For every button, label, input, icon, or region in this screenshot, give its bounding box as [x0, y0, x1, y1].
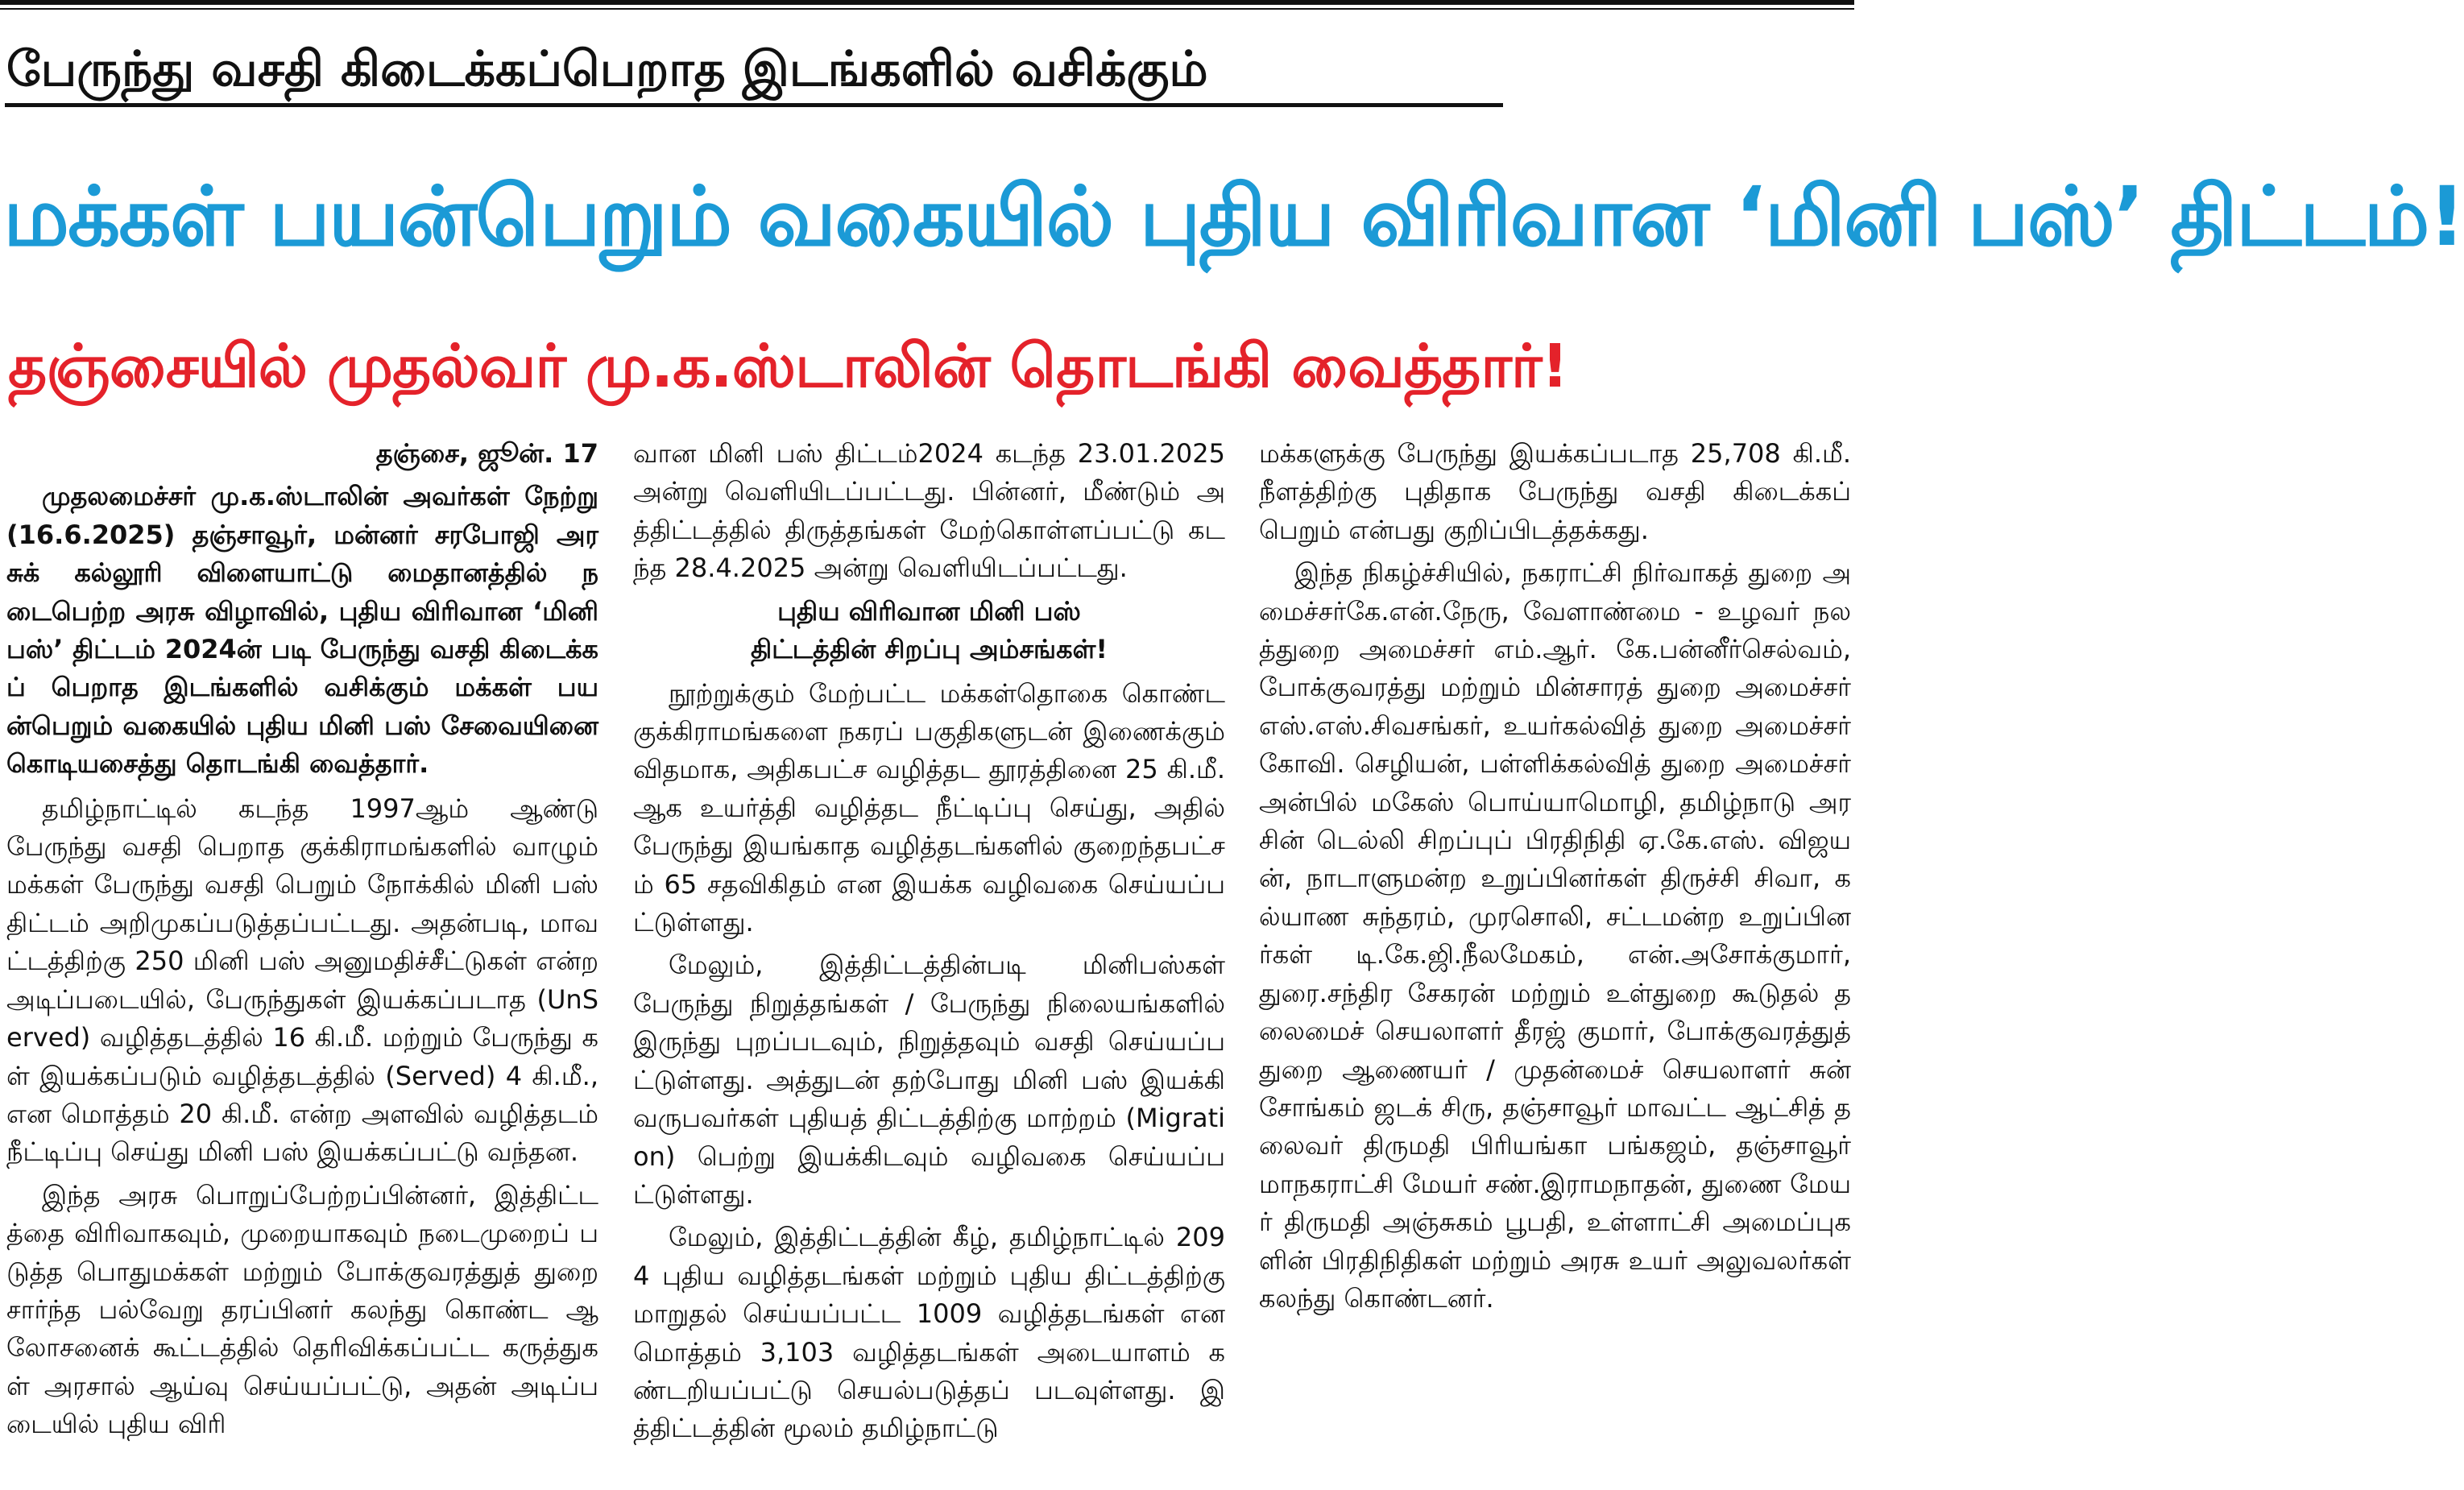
body-paragraph: நூற்றுக்கும் மேற்பட்ட மக்கள்தொகை கொண்ட குக்கிராமங்களை நகரப் பகுதிகளுடன் இணைக்கும் விதமாக, அதிகபட்ச வழித்தட தூரத்தினை 25 கி.மீ. ஆக உயர்த்தி வழித்தட நீட்டிப்பு செய்து, அதில் பேருந்து இயங்காத வழித்தடங்களில் குறைந்தபட்சம் 65 சதவிகிதம் என இயக்க வழிவகை செய்யப்பட்டுள்ளது.: [633, 677, 1226, 938]
article-column-2: [633, 435, 1225, 1487]
section-heading: [633, 593, 1225, 668]
section-heading-line-2: திட்டத்தின் சிறப்பு அம்சங்கள்!: [751, 633, 1108, 664]
body-paragraph: மேலும், இத்திட்டத்தின்படி மினிபஸ்கள் பேருந்து நிறுத்தங்கள் / பேருந்து நிலையங்களில் இருந்து புறப்படவும், நிறுத்தவும் வசதி செய்யப்பட்டுள்ளது. அத்துடன் தற்போது மினி பஸ் இயக்கி வருபவர்கள் புதியத் திட்டத்திற்கு மாற்றம் (Migration) பெற்று இயக்கிடவும் வழிவகை செய்யப்பட்டுள்ளது.: [633, 950, 1226, 1210]
lead-paragraph: முதலமைச்சர் மு.க.ஸ்டாலின் அவர்கள் நேற்று (16.6.2025) தஞ்சாவூர், மன்னர் சரபோஜி அரசுக் கல்லூரி விளையாட்டு மைதானத்தில் நடைபெற்ற அரசு விழாவில், புதிய விரிவான ‘மினி பஸ்’ திட்டம் 2024ன் படி பேருந்து வசதி கிடைக்கப் பெறாத இடங்களில் வசிக்கும் மக்கள் பயன்பெறும் வகையில் புதிய மினி பஸ் சேவையினை கொடியசைத்து தொடங்கி வைத்தார்.: [6, 481, 598, 780]
body-paragraph: இந்த நிகழ்ச்சியில், நகராட்சி நிர்வாகத் துறை அமைச்சர்கே.என்.நேரு, வேளாண்மை - உழவர் நலத்துறை அமைச்சர் எம்.ஆர். கே.பன்னீர்செல்வம், போக்குவரத்து மற்றும் மின்சாரத் துறை அமைச்சர் எஸ்.எஸ்.சிவசங்கர், உயர்கல்வித் துறை அமைச்சர் கோவி. செழியன், பள்ளிக்கல்வித் துறை அமைச்சர் அன்பில் மகேஸ் பொய்யாமொழி, தமிழ்நாடு அரசின் டெல்லி சிறப்புப் பிரதிநிதி ஏ.கே.எஸ். விஜயன், நாடாளுமன்ற உறுப்பினர்கள் திருச்சி சிவா, கல்யாண சுந்தரம், முரசொலி, சட்டமன்ற உறுப்பினர்கள் டி.கே.ஜி.நீலமேகம், என்.அசோக்குமார், துரை.சந்திர சேகரன் மற்றும் உள்துறை கூடுதல் தலைமைச் செயலாளர் தீரஜ் குமார், போக்குவரத்துத் துறை ஆணையர் / முதன்மைச் செயலாளர் சுன் சோங்கம் ஜடக் சிரு, தஞ்சாவூர் மாவட்ட ஆட்சித் தலைவர் திருமதி பிரியங்கா பங்கஜம், தஞ்சாவூர் மாநகராட்சி மேயர் சண்.இராமநாதன், துணை மேயர் திருமதி அஞ்சுகம் பூபதி, உள்ளாட்சி அமைப்புகளின் பிரதிநிதிகள் மற்றும் அரசு உயர் அலுவலர்கள் கலந்து கொண்டனர்.: [1259, 557, 1852, 1314]
dateline: தஞ்சை, ஜூன். 17: [375, 438, 598, 469]
body-paragraph: தமிழ்நாட்டில் கடந்த 1997ஆம் ஆண்டு பேருந்து வசதி பெறாத குக்கிராமங்களில் வாழும் மக்கள் பேருந்து வசதி பெறும் நோக்கில் மினி பஸ் திட்டம் அறிமுகப்படுத்தப்பட்டது. அதன்படி, மாவட்டத்திற்கு 250 மினி பஸ் அனுமதிச்சீட்டுகள் என்ற அடிப்படையில், பேருந்துகள் இயக்கப்படாத (UnServed) வழித்தடத்தில் 16 கி.மீ. மற்றும் பேருந்து கள் இயக்கப்படும் வழித்தடத்தில் (Served) 4 கி.மீ., என மொத்தம் 20 கி.மீ. என்ற அளவில் வழித்தடம் நீட்டிப்பு செய்து மினி பஸ் இயக்கப்பட்டு வந்தன.: [6, 793, 598, 1168]
body-paragraph: இந்த அரசு பொறுப்பேற்றப்பின்னர், இத்திட்டத்தை விரிவாகவும், முறையாகவும் நடைமுறைப் படுத்த பொதுமக்கள் மற்றும் போக்குவரத்துத் துறை சார்ந்த பல்வேறு தரப்பினர் கலந்து கொண்ட ஆலோசனைக் கூட்டத்தில் தெரிவிக்கப்பட்ட கருத்துகள் அரசால் ஆய்வு செய்யப்பட்டு, அதன் அடிப்படையில் புதிய விரி: [6, 1179, 598, 1440]
article-column-1: [6, 435, 598, 1487]
article-column-3: [1259, 435, 1851, 1487]
top-border-rule: [0, 0, 1854, 5]
kicker-headline: பேருந்து வசதி கிடைக்கப்பெறாத இடங்களில் வசிக்கும்: [6, 41, 1208, 97]
section-heading-line-1: புதிய விரிவான மினி பஸ்: [777, 595, 1081, 627]
body-paragraph-continued: மக்களுக்கு பேருந்து இயக்கப்படாத 25,708 கி.மீ. நீளத்திற்கு புதிதாக பேருந்து வசதி கிடைக்கப் பெறும் என்பது குறிப்பிடத்தக்கது.: [1259, 438, 1851, 545]
main-headline: மக்கள் பயன்பெறும் வகையில் புதிய விரிவான ‘மினி பஸ்’ திட்டம்!: [3, 169, 2464, 265]
sub-headline: தஞ்சையில் முதல்வர் மு.க.ஸ்டாலின் தொடங்கி வைத்தார்!: [8, 332, 1568, 401]
body-paragraph-continued: வான மினி பஸ் திட்டம்2024 கடந்த 23.01.2025 அன்று வெளியிடப்பட்டது. பின்னர், மீண்டும் அத்திட்டத்தில் திருத்தங்கள் மேற்கொள்ளப்பட்டு கடந்த 28.4.2025 அன்று வெளியிடப்பட்டது.: [633, 438, 1225, 584]
top-border-rule-thin: [0, 8, 1854, 10]
body-paragraph: மேலும், இத்திட்டத்தின் கீழ், தமிழ்நாட்டில் 2094 புதிய வழித்தடங்கள் மற்றும் புதிய திட்டத்திற்கு மாறுதல் செய்யப்பட்ட 1009 வழித்தடங்கள் என மொத்தம் 3,103 வழித்தடங்கள் அடையாளம் கண்டறியப்பட்டு செயல்படுத்தப் படவுள்ளது. இத்திட்டத்தின் மூலம் தமிழ்நாட்டு: [633, 1222, 1225, 1444]
kicker-underline: [5, 103, 1503, 107]
